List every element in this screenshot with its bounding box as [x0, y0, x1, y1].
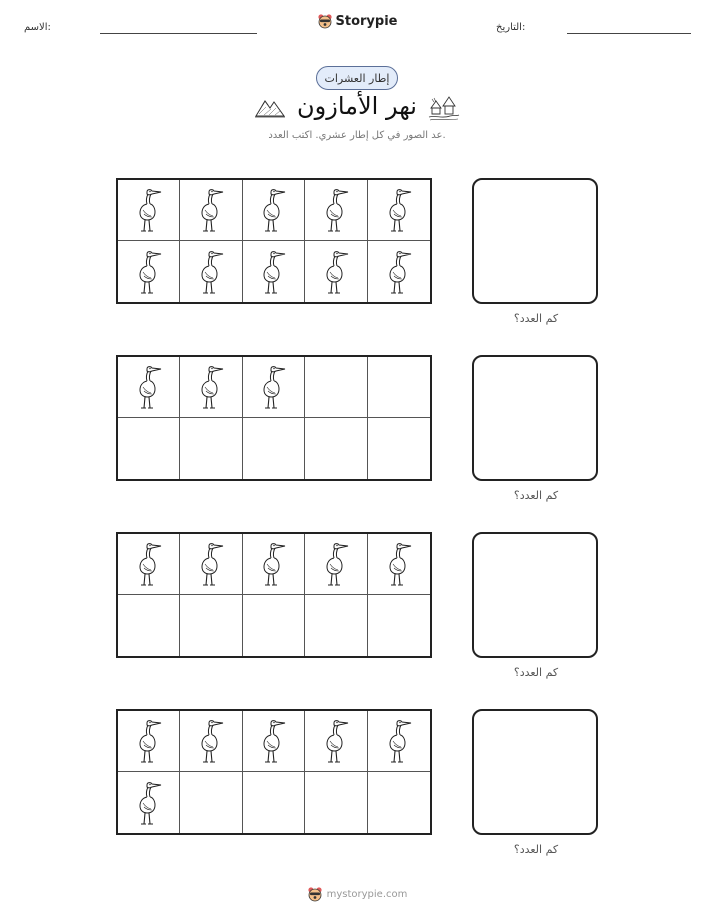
- stork-icon: [134, 540, 164, 588]
- ten-frame-cell: [180, 772, 242, 833]
- stork-icon: [196, 186, 226, 234]
- stork-icon: [384, 540, 414, 588]
- ten-frame-cell: [368, 772, 430, 833]
- ten-frame-cell: [368, 534, 430, 595]
- ten-frame-cell: [180, 711, 242, 772]
- ten-frame-cell: [305, 418, 367, 479]
- how-many-label: كم العدد؟: [513, 666, 559, 679]
- ten-frame-cell: [118, 418, 180, 479]
- stork-icon: [321, 186, 351, 234]
- stork-icon: [134, 186, 164, 234]
- instructions: عد الصور في كل إطار عشري. اكتب العدد.: [268, 130, 446, 141]
- ten-frame-cell: [368, 180, 430, 241]
- ten-frame-cell: [368, 418, 430, 479]
- how-many-label: كم العدد؟: [513, 312, 559, 325]
- stork-icon: [321, 717, 351, 765]
- ten-frame-cell: [305, 241, 367, 302]
- ten-frame: [116, 709, 432, 835]
- stork-icon: [258, 540, 288, 588]
- brand-logo: [0, 13, 714, 33]
- how-many-label: كم العدد؟: [513, 489, 559, 502]
- ten-frame-cell: [118, 241, 180, 302]
- ten-frame-cell: [305, 711, 367, 772]
- footer: [0, 886, 714, 905]
- ten-frame-cell: [368, 711, 430, 772]
- stork-icon: [134, 363, 164, 411]
- ten-frame-cell: [243, 711, 305, 772]
- bear-mascot-icon: [317, 13, 333, 29]
- ten-frame-cell: [118, 595, 180, 656]
- answer-box[interactable]: [472, 355, 598, 481]
- ten-frame-cell: [180, 357, 242, 418]
- stork-icon: [258, 248, 288, 296]
- footer-site: mystorypie.com: [326, 888, 408, 900]
- ten-frame-cell: [243, 772, 305, 833]
- stork-icon: [196, 540, 226, 588]
- stork-icon: [196, 363, 226, 411]
- stork-icon: [384, 248, 414, 296]
- ten-frame-cell: [243, 241, 305, 302]
- ten-frame-cell: [180, 534, 242, 595]
- answer-box[interactable]: [472, 709, 598, 835]
- ten-frame-cell: [243, 180, 305, 241]
- ten-frame-cell: [368, 595, 430, 656]
- ten-frame-cell: [305, 534, 367, 595]
- how-many-label: كم العدد؟: [513, 843, 559, 856]
- ten-frame-cell: [243, 418, 305, 479]
- stork-icon: [258, 717, 288, 765]
- ten-frame-cell: [180, 180, 242, 241]
- ten-frame-cell: [118, 534, 180, 595]
- ten-frame-cell: [243, 534, 305, 595]
- stork-icon: [134, 248, 164, 296]
- ten-frame-cell: [243, 357, 305, 418]
- ten-frame-cell: [305, 357, 367, 418]
- worksheet-title: نهر الأمازون: [297, 92, 417, 120]
- date-line[interactable]: [567, 33, 691, 34]
- village-icon: [428, 93, 460, 121]
- answer-box[interactable]: [472, 178, 598, 304]
- ten-frame-cell: [368, 357, 430, 418]
- ten-frame: [116, 355, 432, 481]
- ten-frame: [116, 178, 432, 304]
- ten-frame-cell: [118, 711, 180, 772]
- name-label: الاسم:: [24, 22, 51, 33]
- ten-frame-cell: [243, 595, 305, 656]
- ten-frame-cell: [180, 241, 242, 302]
- stork-icon: [384, 717, 414, 765]
- ten-frame: [116, 532, 432, 658]
- stork-icon: [321, 540, 351, 588]
- worksheet-tag: إطار العشرات: [316, 66, 398, 90]
- ten-frame-cell: [305, 772, 367, 833]
- ten-frame-cell: [180, 595, 242, 656]
- date-label: التاريخ:: [496, 22, 526, 33]
- stork-icon: [196, 717, 226, 765]
- ten-frame-cell: [305, 180, 367, 241]
- ten-frame-cell: [118, 772, 180, 833]
- stork-icon: [321, 248, 351, 296]
- stork-icon: [134, 779, 164, 827]
- ten-frame-cell: [180, 418, 242, 479]
- stork-icon: [258, 363, 288, 411]
- answer-box[interactable]: [472, 532, 598, 658]
- brand-name: Storypie: [335, 13, 398, 29]
- stork-icon: [384, 186, 414, 234]
- stork-icon: [258, 186, 288, 234]
- bear-mascot-icon: [307, 886, 323, 902]
- ten-frame-cell: [118, 357, 180, 418]
- ten-frame-cell: [368, 241, 430, 302]
- ten-frame-cell: [305, 595, 367, 656]
- name-line[interactable]: [100, 33, 257, 34]
- stork-icon: [196, 248, 226, 296]
- stork-icon: [134, 717, 164, 765]
- ten-frame-cell: [118, 180, 180, 241]
